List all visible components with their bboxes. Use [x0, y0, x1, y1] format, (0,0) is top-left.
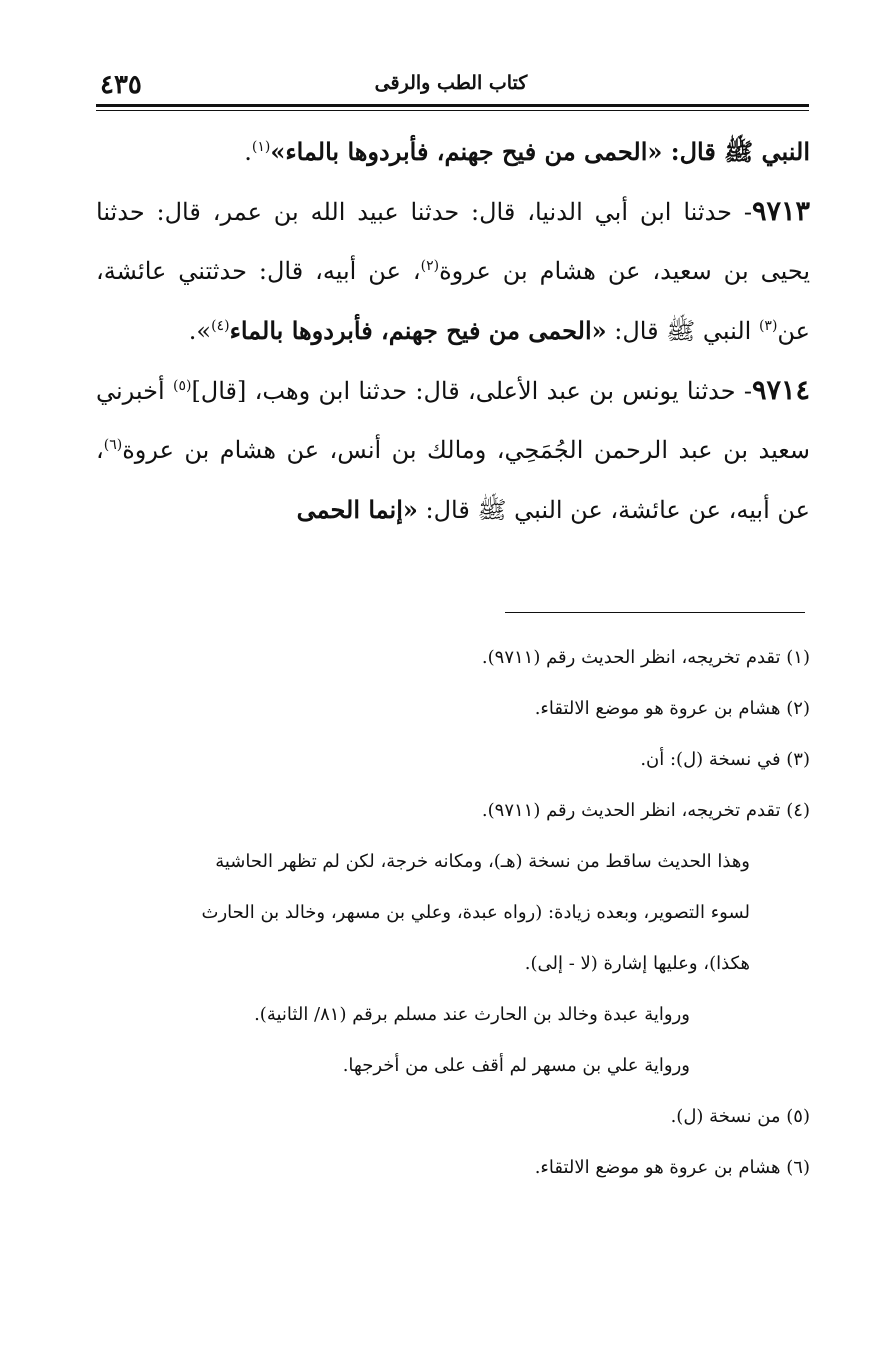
book-title: كتاب الطب والرقى — [374, 72, 528, 94]
footnote-4-note-line: ورواية علي بن مسهر لم أقف على من أخرجها. — [342, 1055, 690, 1076]
footnote-3: (٣) في نسخة (ل): أن. — [640, 749, 810, 770]
text-run: . — [244, 138, 252, 166]
text-run: ». — [188, 317, 212, 345]
footnote-6: (٦) هشام بن عروة هو موضع الالتقاء. — [534, 1157, 810, 1178]
page-header — [96, 70, 806, 104]
text-run: - حدثنا ابن أبي الدنيا، قال: حدثنا عبيد الله بن عمر، قال: حدثنا يحيى بن سعيد، عن هشام بن عروة — [96, 198, 810, 285]
text-run: النبي ﷺ قال: — [606, 317, 759, 345]
hadith-quote: «الحمى من فيح جهنم، فأبردوها بالماء — [229, 316, 607, 345]
header-rule-thin — [96, 110, 809, 111]
footnote-ref: (٦) — [103, 437, 123, 453]
footnote-ref: (٢) — [420, 258, 440, 274]
text-run: أخبرني سعيد بن عبد الرحمن الجُمَحِي، ومالك بن أنس، عن هشام بن عروة — [96, 377, 810, 464]
footnotes — [96, 632, 810, 1193]
text-run: النبي ﷺ قال: — [662, 137, 810, 166]
hadith-number: ٩٧١٣ — [751, 196, 810, 227]
footnote-ref: (٤) — [211, 318, 230, 334]
hadith-quote: «إنما الحمى — [296, 495, 418, 524]
footnote-ref: (٥) — [172, 378, 192, 394]
footnote-ref: (٣) — [758, 318, 778, 334]
footnote-4-note-line: ورواية عبدة وخالد بن الحارث عند مسلم برقم (٨١/ الثانية). — [254, 1004, 690, 1025]
text-run: - حدثنا يونس بن عبد الأعلى، قال: حدثنا ابن وهب، [قال] — [191, 377, 752, 405]
footnote-4-note-line: هكذا)، وعليها إشارة (لا - إلى). — [524, 953, 750, 974]
page-number: ٤٣٥ — [100, 70, 142, 100]
main-text — [96, 122, 810, 540]
footnote-ref: (١) — [251, 139, 271, 155]
hadith-quote: «الحمى من فيح جهنم، فأبردوها بالماء» — [270, 137, 663, 166]
hadith-number: ٩٧١٤ — [751, 375, 810, 406]
footnote-separator — [505, 612, 805, 613]
header-rule-thick — [96, 104, 809, 107]
footnote-5: (٥) من نسخة (ل). — [670, 1106, 810, 1127]
footnote-2: (٢) هشام بن عروة هو موضع الالتقاء. — [534, 698, 810, 719]
hadith-9714 — [96, 361, 810, 540]
text-run: ، عن أبيه، قال: حدثتني عائشة، عن — [96, 257, 810, 345]
footnote-4: (٤) تقدم تخريجه، انظر الحديث رقم (٩٧١١). — [481, 800, 810, 821]
footnote-1: (١) تقدم تخريجه، انظر الحديث رقم (٩٧١١). — [481, 647, 810, 668]
text-run: ، عن أبيه، عن عائشة، عن النبي ﷺ قال: — [96, 436, 810, 524]
paragraph-continuation — [96, 122, 810, 182]
hadith-9713 — [96, 182, 810, 361]
footnote-4-note-line: وهذا الحديث ساقط من نسخة (هـ)، ومكانه خرجة، لكن لم تظهر الحاشية — [215, 851, 750, 872]
footnote-4-note-line: لسوء التصوير، وبعده زيادة: (رواه عبدة، وعلي بن مسهر، وخالد بن الحارث — [201, 902, 750, 923]
